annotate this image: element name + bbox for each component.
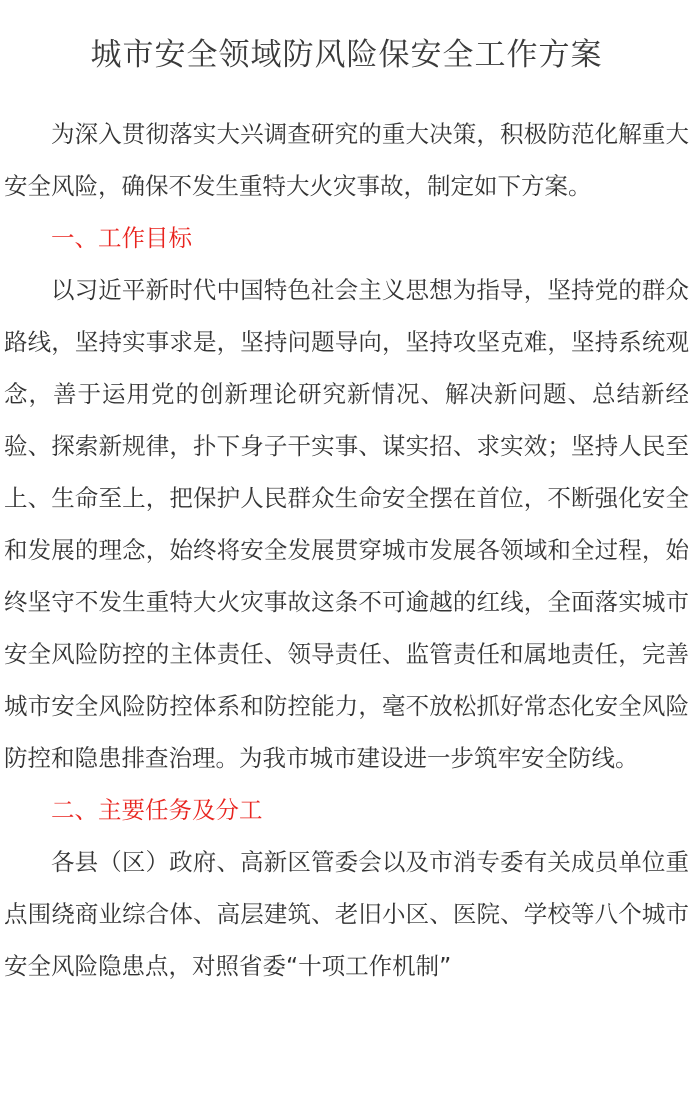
- intro-paragraph: 为深入贯彻落实大兴调查研究的重大决策，积极防范化解重大安全风险，确保不发生重特大火灾事故，制定如下方案。: [4, 120, 689, 200]
- tasks-paragraph: 各县（区）政府、高新区管委会以及市消专委有关成员单位重点围绕商业综合体、高层建筑、老旧小区、医院、学校等八个城市安全风险隐患点，对照省委“十项工作机制”: [4, 848, 689, 980]
- section-heading-goals: 一、工作目标: [51, 224, 192, 252]
- section-heading-tasks: 二、主要任务及分工: [51, 796, 263, 824]
- document-title: 城市安全领域防风险保安全工作方案: [90, 37, 603, 73]
- document-body: [4, 108, 689, 992]
- goals-paragraph: 以习近平新时代中国特色社会主义思想为指导，坚持党的群众路线，坚持实事求是，坚持问题导向，坚持攻坚克难，坚持系统观念，善于运用党的创新理论研究新情况、解决新问题、总结新经验、探索新规律，扑下身子干实事、谋实招、求实效；坚持人民至上、生命至上，把保护人民群众生命安全摆在首位，不断强化安全和发展的理念，始终将安全发展贯穿城市发展各领域和全过程，始终坚守不发生重特大火灾事故这条不可逾越的红线，全面落实城市安全风险防控的主体责任、领导责任、监管责任和属地责任，完善城市安全风险防控体系和防控能力，毫不放松抓好常态化安全风险防控和隐患排查治理。为我市城市建设进一步筑牢安全防线。: [4, 276, 689, 772]
